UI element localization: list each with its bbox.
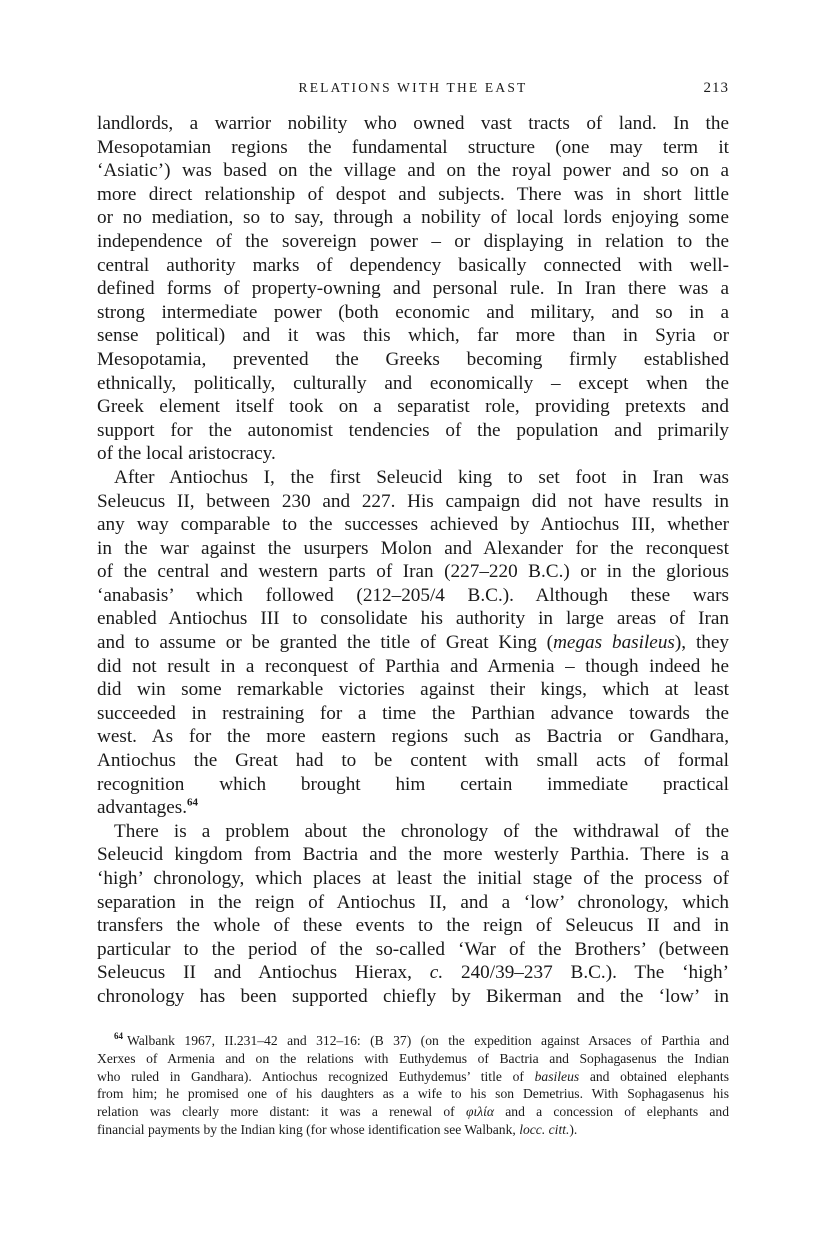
text-segment: financial payments by the Indian king (for whose identification see Walbank, — [97, 1121, 520, 1137]
italic-term: basileus — [534, 1068, 580, 1084]
text-line: of the central and western parts of Iran (227–220 B.C.) or in the glorious — [97, 561, 729, 583]
text-line: Seleucid kingdom from Bactria and the more westerly Parthia. There is a — [97, 844, 729, 866]
text-line: in the war against the usurpers Molon and Alexander for the reconquest — [97, 537, 729, 559]
text-line: support for the autonomist tendencies of the population and primarily — [97, 419, 729, 441]
text-line: ‘high’ chronology, which places at least the initial stage of the process of — [97, 868, 729, 889]
text-line: sense political) and it was this which, far more than in Syria or — [97, 325, 729, 347]
page-number: 213 — [703, 80, 729, 96]
text-line: Mesopotamian regions the fundamental structure (one may term it — [97, 136, 729, 158]
footnote-line — [97, 1103, 729, 1121]
text-line: or no mediation, so to say, through a nobility of local lords enjoying some — [97, 207, 729, 229]
text-line: strong intermediate power (both economic and military, and so in a — [97, 301, 729, 323]
footnote-number: 64 — [114, 1032, 123, 1042]
text-line: recognition which brought him certain immediate practical — [97, 773, 729, 795]
running-title: RELATIONS WITH THE EAST — [298, 80, 528, 95]
text-segment: who ruled in Gandhara). Antiochus recognized Euthydemus’ title of — [97, 1068, 535, 1084]
footnote-line: from him; he promised one of his daughters as a wife to his son Demetrius. With Sophagasenus his — [97, 1086, 729, 1102]
text-line — [97, 796, 729, 820]
footnote-line: Xerxes of Armenia and on the relations with Euthydemus of Bactria and Sophagasenus the Indian — [97, 1050, 729, 1066]
text-line: of the local aristocracy. — [97, 443, 276, 465]
text-line — [97, 631, 729, 655]
text-segment: ), they — [674, 632, 729, 654]
text-line: landlords, a warrior nobility who owned vast tracts of land. In the — [97, 113, 729, 134]
footnote-reference[interactable]: 64 — [187, 796, 199, 809]
text-line: ethnically, politically, culturally and economically – except when the — [97, 372, 729, 394]
text-line: ‘anabasis’ which followed (212–205/4 B.C.). Although these wars — [97, 584, 729, 606]
text-line — [97, 961, 729, 985]
text-line: Greek element itself took on a separatist role, providing pretexts and — [97, 396, 729, 418]
text-segment: advantages. — [97, 797, 188, 819]
text-line: separation in the reign of Antiochus II, and a ‘low’ chronology, which — [97, 891, 729, 913]
footnote-line — [97, 1068, 729, 1086]
text-line: any way comparable to the successes achieved by Antiochus III, whether — [97, 514, 729, 536]
italic-term: megas basileus — [553, 632, 675, 654]
text-line: ‘Asiatic’) was based on the village and on the royal power and so on a — [97, 160, 729, 182]
italic-term: c. — [429, 962, 444, 984]
text-line: enabled Antiochus III to consolidate his authority in large areas of Iran — [97, 608, 729, 630]
running-head — [97, 80, 729, 102]
footnote-line — [97, 1032, 729, 1050]
text-line: central authority marks of dependency basically connected with well- — [97, 254, 729, 276]
paragraph-start-line: There is a problem about the chronology of the withdrawal of the — [114, 820, 729, 842]
text-segment: ). — [569, 1121, 578, 1137]
footnote-line — [97, 1121, 729, 1139]
paragraph-start-line: After Antiochus I, the first Seleucid king to set foot in Iran was — [114, 466, 729, 488]
text-line: Antiochus the Great had to be content with small acts of formal — [97, 750, 729, 772]
text-segment: 240/39–237 B.C.). The ‘high’ — [443, 962, 729, 984]
footnotes — [97, 1032, 729, 1139]
text-line: defined forms of property-owning and personal rule. In Iran there was a — [97, 278, 729, 300]
text-segment: Seleucus II and Antiochus Hierax, — [97, 962, 430, 984]
text-line: transfers the whole of these events to the reign of Seleucus II and in — [97, 915, 729, 937]
text-segment: and obtained elephants — [579, 1068, 729, 1084]
text-segment: and a concession of elephants and — [494, 1104, 729, 1120]
text-line: succeeded in restraining for a time the Parthian advance towards the — [97, 702, 729, 724]
greek-term: φιλία — [465, 1104, 495, 1120]
body-text — [97, 112, 729, 1009]
text-line: Seleucus II, between 230 and 227. His campaign did not have results in — [97, 490, 729, 512]
text-line: independence of the sovereign power – or displaying in relation to the — [97, 230, 729, 252]
text-segment: Walbank 1967, II.231–42 and 312–16: (B 37) (on the expedition against Arsaces of Parthia and — [127, 1033, 729, 1048]
text-line: west. As for the more eastern regions such as Bactria or Gandhara, — [97, 726, 729, 748]
text-segment: and to assume or be granted the title of Great King ( — [97, 632, 554, 654]
text-line: did not result in a reconquest of Parthia and Armenia – though indeed he — [97, 655, 729, 677]
text-line: more direct relationship of despot and subjects. There was in short little — [97, 183, 729, 205]
text-line: chronology has been supported chiefly by Bikerman and the ‘low’ in — [97, 985, 729, 1007]
italic-term: locc. citt. — [519, 1121, 570, 1137]
text-line: particular to the period of the so-called ‘War of the Brothers’ (between — [97, 938, 729, 960]
text-line: Mesopotamia, prevented the Greeks becoming firmly established — [97, 348, 729, 370]
text-segment: relation was clearly more distant: it was a renewal of — [97, 1104, 466, 1120]
text-line: did win some remarkable victories against their kings, which at least — [97, 679, 729, 701]
